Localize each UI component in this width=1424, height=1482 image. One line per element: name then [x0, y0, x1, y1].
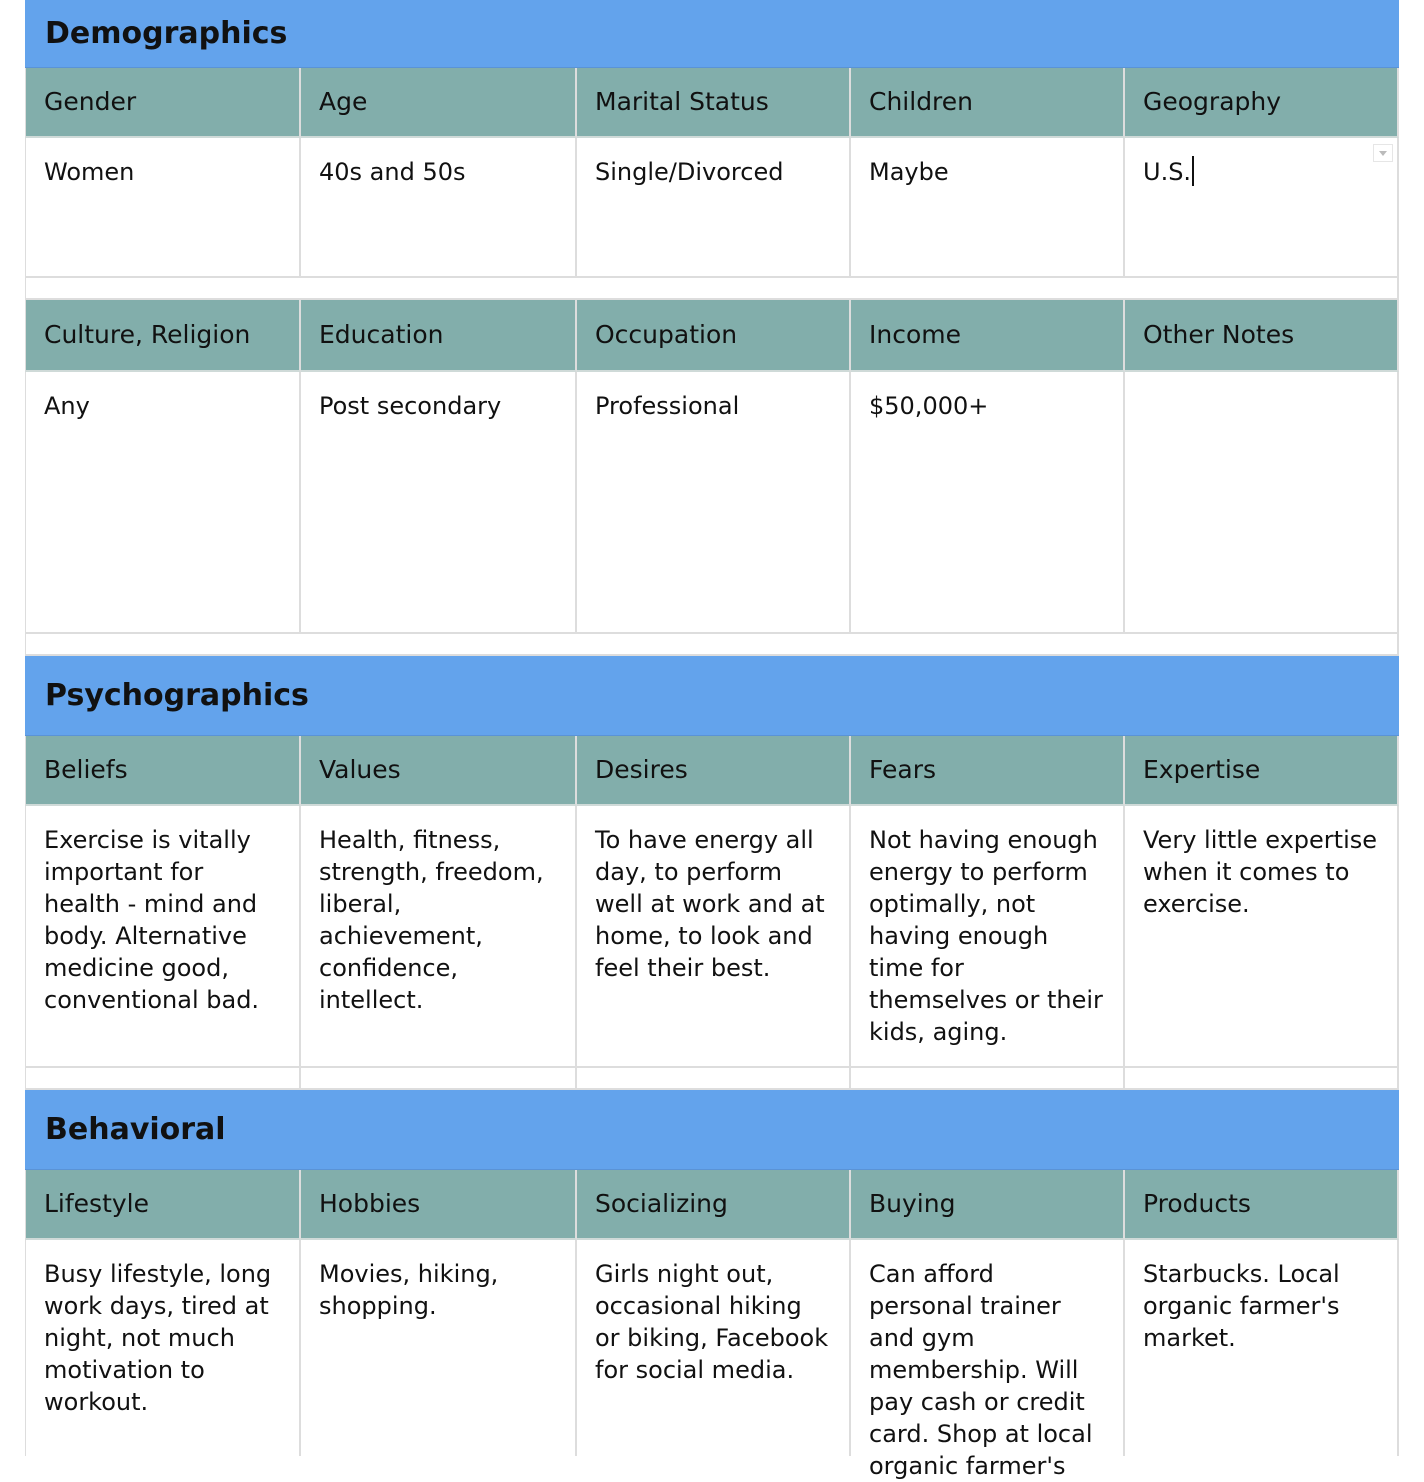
- header-cell-occupation[interactable]: Occupation: [577, 300, 851, 372]
- header-cell-gender[interactable]: Gender: [25, 68, 301, 138]
- header-cell-marital-status[interactable]: Marital Status: [577, 68, 851, 138]
- header-cell-income[interactable]: Income: [851, 300, 1125, 372]
- header-cell-education[interactable]: Education: [301, 300, 577, 372]
- cell-products[interactable]: Starbucks. Local organic farmer's market.: [1125, 1240, 1399, 1456]
- spacer-cell[interactable]: [25, 634, 1399, 656]
- cell-geography-text: U.S.: [1143, 158, 1192, 186]
- cell-occupation[interactable]: Professional: [577, 372, 851, 634]
- value-row: [25, 1240, 1399, 1480]
- header-cell-fears[interactable]: Fears: [851, 736, 1125, 806]
- spacer-cell[interactable]: [1125, 1068, 1399, 1090]
- header-cell-values[interactable]: Values: [301, 736, 577, 806]
- cell-age[interactable]: 40s and 50s: [301, 138, 577, 278]
- header-cell-geography[interactable]: Geography: [1125, 68, 1399, 138]
- spacer-row: [25, 634, 1399, 656]
- header-cell-products[interactable]: Products: [1125, 1170, 1399, 1240]
- header-row: [25, 300, 1399, 372]
- spreadsheet: [25, 0, 1399, 1480]
- value-row: [25, 806, 1399, 1068]
- header-cell-beliefs[interactable]: Beliefs: [25, 736, 301, 806]
- header-cell-age[interactable]: Age: [301, 68, 577, 138]
- cell-geography-active[interactable]: [1125, 138, 1399, 278]
- spacer-cell[interactable]: [301, 1068, 577, 1090]
- spacer-cell[interactable]: [25, 1068, 301, 1090]
- section-title-demographics[interactable]: Demographics: [25, 0, 1399, 68]
- spacer-row: [25, 1068, 1399, 1090]
- cell-other-notes[interactable]: [1125, 372, 1399, 634]
- cell-culture-religion[interactable]: Any: [25, 372, 301, 634]
- spacer-cell[interactable]: [577, 1068, 851, 1090]
- cell-beliefs[interactable]: Exercise is vitally important for health - mind and body. Alternative medicine good, conventional bad.: [25, 806, 301, 1068]
- header-cell-lifestyle[interactable]: Lifestyle: [25, 1170, 301, 1240]
- header-cell-hobbies[interactable]: Hobbies: [301, 1170, 577, 1240]
- cell-expertise[interactable]: Very little expertise when it comes to exercise.: [1125, 806, 1399, 1068]
- value-row: [25, 372, 1399, 634]
- header-cell-culture-religion[interactable]: Culture, Religion: [25, 300, 301, 372]
- cell-education[interactable]: Post secondary: [301, 372, 577, 634]
- spacer-cell[interactable]: [25, 278, 1399, 300]
- cell-desires[interactable]: To have energy all day, to perform well at work and at home, to look and feel their best.: [577, 806, 851, 1068]
- cell-socializing[interactable]: Girls night out, occasional hiking or biking, Facebook for social media.: [577, 1240, 851, 1456]
- spacer-row: [25, 278, 1399, 300]
- cell-gender[interactable]: Women: [25, 138, 301, 278]
- header-cell-buying[interactable]: Buying: [851, 1170, 1125, 1240]
- header-row: [25, 1170, 1399, 1240]
- cell-hobbies[interactable]: Movies, hiking, shopping.: [301, 1240, 577, 1456]
- value-row: [25, 138, 1399, 278]
- header-row: [25, 736, 1399, 806]
- section-title-behavioral[interactable]: Behavioral: [25, 1090, 1399, 1170]
- header-row: [25, 68, 1399, 138]
- cell-marital-status[interactable]: Single/Divorced: [577, 138, 851, 278]
- cell-buying[interactable]: Can afford personal trainer and gym membership. Will pay cash or credit card. Shop at local organic farmer's: [851, 1240, 1125, 1456]
- cell-children[interactable]: Maybe: [851, 138, 1125, 278]
- cell-fears[interactable]: Not having enough energy to perform optimally, not having enough time for themselves or their kids, aging.: [851, 806, 1125, 1068]
- section-title-psychographics[interactable]: Psychographics: [25, 656, 1399, 736]
- header-cell-desires[interactable]: Desires: [577, 736, 851, 806]
- header-cell-children[interactable]: Children: [851, 68, 1125, 138]
- text-cursor: [1192, 156, 1194, 186]
- header-cell-socializing[interactable]: Socializing: [577, 1170, 851, 1240]
- dropdown-arrow-icon[interactable]: [1373, 144, 1393, 162]
- header-cell-expertise[interactable]: Expertise: [1125, 736, 1399, 806]
- cell-income[interactable]: $50,000+: [851, 372, 1125, 634]
- cell-values[interactable]: Health, fitness, strength, freedom, liberal, achievement, confidence, intellect.: [301, 806, 577, 1068]
- cell-lifestyle[interactable]: Busy lifestyle, long work days, tired at night, not much motivation to workout.: [25, 1240, 301, 1456]
- spacer-cell[interactable]: [851, 1068, 1125, 1090]
- header-cell-other-notes[interactable]: Other Notes: [1125, 300, 1399, 372]
